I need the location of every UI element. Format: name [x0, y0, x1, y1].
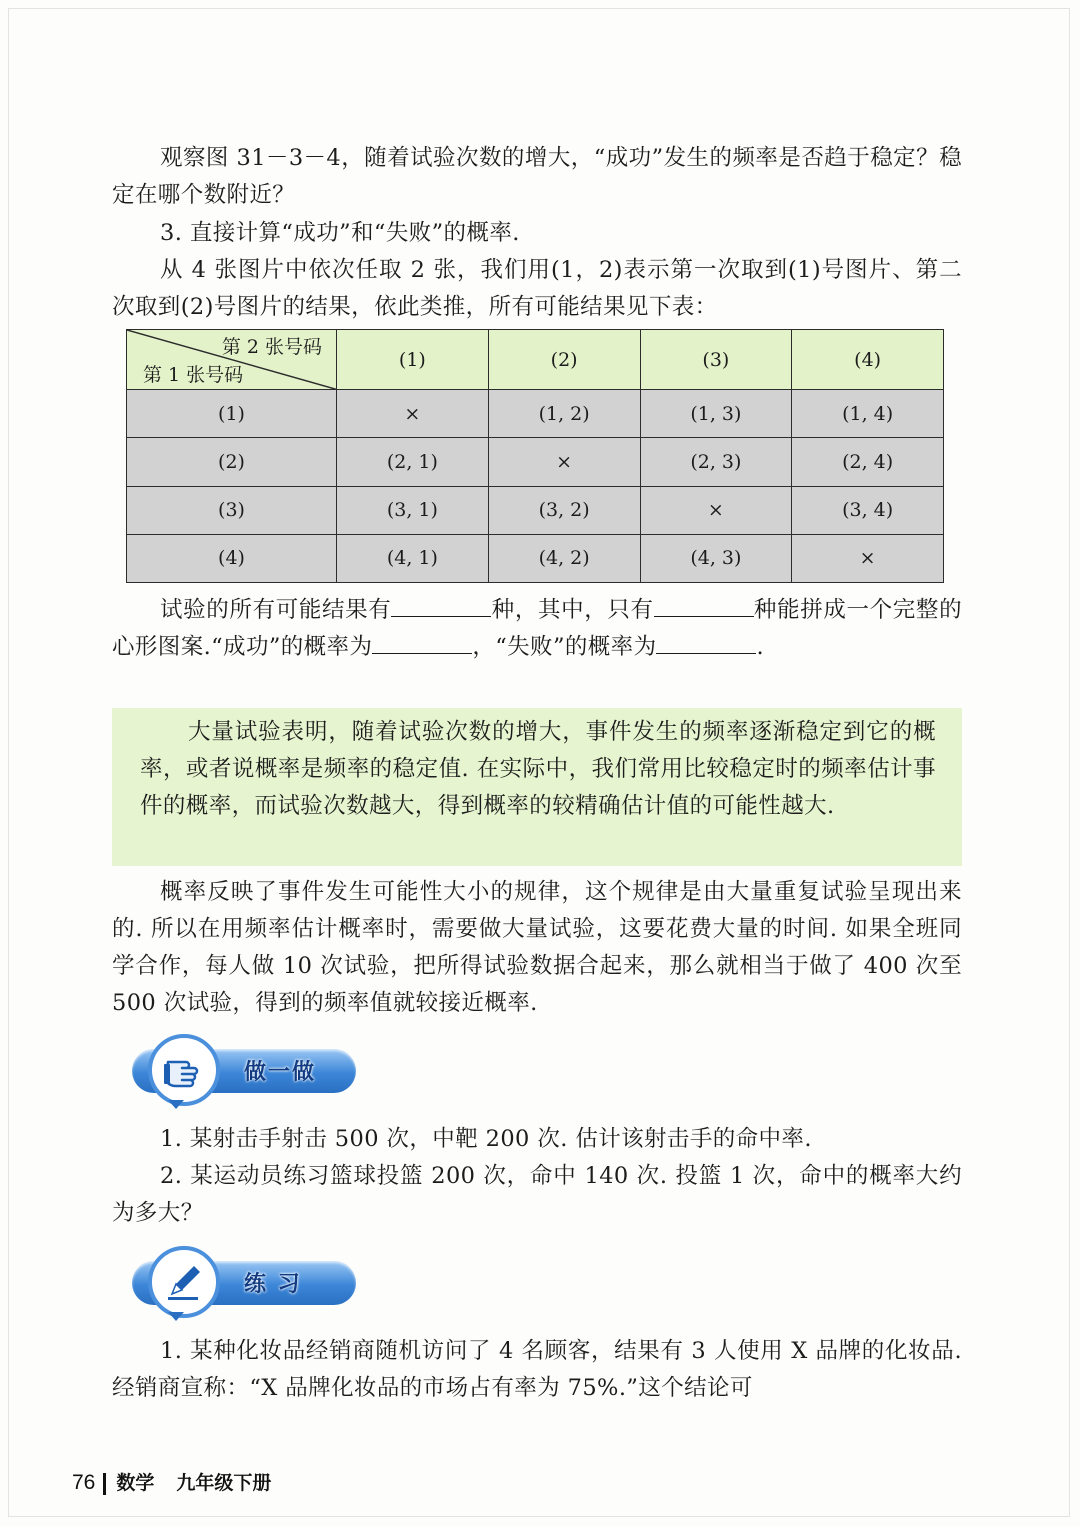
table-cell: × — [488, 438, 640, 486]
exercise-label: 练 习 — [244, 1272, 302, 1297]
activity-label: 做一做 — [244, 1060, 317, 1085]
table-cell: (4, 2) — [488, 534, 640, 582]
table-cell: (1, 2) — [488, 390, 640, 438]
table-corner-cell — [127, 330, 337, 390]
footer-subject: 数学 — [116, 1472, 155, 1494]
pencil-icon — [162, 1260, 206, 1304]
table-header-row — [127, 330, 944, 390]
exercise-arrow-icon — [168, 1312, 184, 1321]
table-cell: (2, 3) — [640, 438, 792, 486]
page-number: 76 — [72, 1471, 96, 1494]
table-cell: × — [792, 534, 944, 582]
activity-item: 1. 某射击手射击 500 次，中靶 200 次. 估计该射击手的命中率. — [160, 1126, 812, 1152]
fill-in-text: 试验的所有可能结果有 — [160, 597, 392, 623]
table-cell: (4, 1) — [337, 534, 489, 582]
table-row — [127, 486, 944, 534]
table-row — [127, 438, 944, 486]
fill-in-text: 种能拼成一个完整的心形图案.“成功”的概率为 — [112, 597, 962, 660]
fill-in-text: ，“失败”的概率为 — [472, 634, 657, 660]
column-header: (2) — [488, 330, 640, 390]
table-cell: × — [337, 390, 489, 438]
footer-grade: 九年级下册 — [176, 1472, 272, 1494]
highlight-box — [112, 708, 962, 866]
outcome-table — [126, 329, 944, 583]
paragraph-step3: 3. 直接计算“成功”和“失败”的概率. — [160, 220, 520, 246]
corner-label-second: 第 2 张号码 — [221, 336, 322, 358]
fill-in-text: . — [756, 634, 765, 660]
table-cell: (2, 1) — [337, 438, 489, 486]
paragraph-observe: 观察图 31－3－4，随着试验次数的增大，“成功”发生的频率是否趋于稳定？稳定在哪个数附近？ — [112, 145, 962, 208]
column-header: (3) — [640, 330, 792, 390]
column-header: (4) — [792, 330, 944, 390]
hand-icon — [162, 1048, 206, 1092]
answer-blank-total[interactable] — [391, 594, 491, 617]
row-header: (3) — [127, 486, 337, 534]
answer-blank-success[interactable] — [372, 631, 472, 654]
fill-in-question — [112, 592, 962, 666]
exercise-item: 1. 某种化妆品经销商随机访问了 4 名顾客，结果有 3 人使用 X 品牌的化妆品. 经销商宣称：“X 品牌化妆品的市场占有率为 75%.”这个结论可 — [112, 1338, 962, 1401]
activity-icon-circle — [148, 1034, 220, 1106]
table-row — [127, 534, 944, 582]
table-cell: (1, 3) — [640, 390, 792, 438]
row-header: (4) — [127, 534, 337, 582]
table-row — [127, 390, 944, 438]
table-cell: × — [640, 486, 792, 534]
exercise-banner — [112, 1246, 357, 1322]
answer-blank-heart[interactable] — [654, 594, 754, 617]
corner-label-first: 第 1 张号码 — [143, 364, 244, 387]
exercise-icon-circle — [148, 1246, 220, 1318]
row-header: (2) — [127, 438, 337, 486]
table-cell: (2, 4) — [792, 438, 944, 486]
footer-divider — [103, 1473, 106, 1495]
activity-item: 2. 某运动员练习篮球投篮 200 次，命中 140 次. 投篮 1 次，命中的概率大约为多大？ — [112, 1163, 962, 1226]
table-cell: (3, 2) — [488, 486, 640, 534]
paragraph-explain: 从 4 张图片中依次任取 2 张，我们用(1，2)表示第一次取到(1)号图片、第二次取到(2)号图片的结果，依此类推，所有可能结果见下表： — [112, 257, 962, 320]
column-header: (1) — [337, 330, 489, 390]
activity-banner — [112, 1034, 357, 1110]
table-cell: (4, 3) — [640, 534, 792, 582]
activity-arrow-icon — [168, 1100, 184, 1109]
paragraph-summary: 概率反映了事件发生可能性大小的规律，这个规律是由大量重复试验呈现出来的. 所以在用频率估计概率时，需要做大量试验，这要花费大量的时间. 如果全班同学合作，每人做 10 次试验，把所得试验数据合起来，那么就相当于做了 400 次至 500 次试验，得到的频率值就较接近概率. — [112, 879, 962, 1016]
page-footer — [72, 1468, 271, 1498]
table-cell: (1, 4) — [792, 390, 944, 438]
highlight-text: 大量试验表明，随着试验次数的增大，事件发生的频率逐渐稳定到它的概率，或者说概率是频率的稳定值. 在实际中，我们常用比较稳定时的频率估计事件的概率，而试验次数越大，得到概率的较精确估计值的可能性越大. — [140, 719, 936, 819]
answer-blank-failure[interactable] — [656, 631, 756, 654]
table-cell: (3, 4) — [792, 486, 944, 534]
fill-in-text: 种，其中，只有 — [491, 597, 654, 623]
table-cell: (3, 1) — [337, 486, 489, 534]
row-header: (1) — [127, 390, 337, 438]
